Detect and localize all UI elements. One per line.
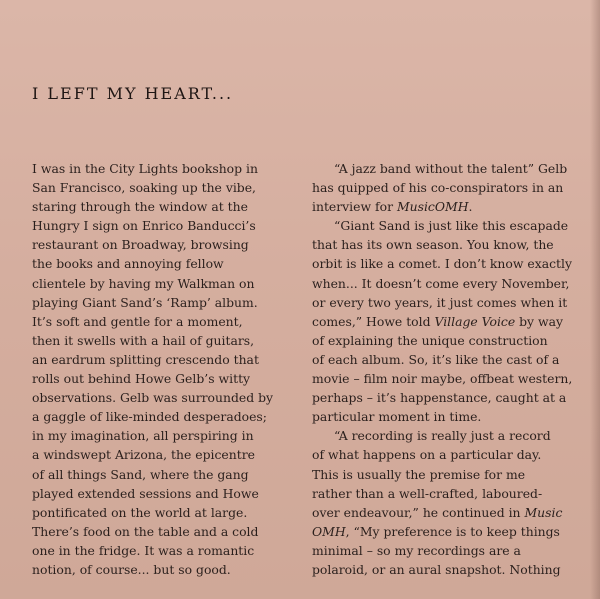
text-run: particular moment in time. xyxy=(312,409,482,425)
text-line: in my imagination, all perspiring in xyxy=(32,428,254,444)
section-heading: I LEFT MY HEART... xyxy=(32,84,234,103)
text-line: It’s soft and gentle for a moment, xyxy=(32,313,243,329)
text-run: interview for xyxy=(312,199,397,215)
text-run: minimal – so my recordings are a xyxy=(312,542,521,558)
italic-text: MusicOMH xyxy=(396,199,469,215)
text-run: “A recording is really just a record xyxy=(334,428,551,444)
text-line: played extended sessions and Howe xyxy=(32,485,259,501)
text-run: , “My preference is to keep things xyxy=(345,523,560,539)
text-line: notion, of course... but so good. xyxy=(32,561,231,577)
text-line xyxy=(312,484,587,503)
text-run: of each album. So, it’s like the cast of a xyxy=(312,351,560,367)
text-run: polaroid, or an aural snapshot. Nothing xyxy=(312,561,561,577)
text-line: playing Giant Sand’s ‘Ramp’ album. xyxy=(32,294,258,310)
text-line: a windswept Arizona, the epicentre xyxy=(32,447,255,463)
right-text-column xyxy=(312,159,587,579)
text-line xyxy=(312,254,587,273)
text-line xyxy=(312,465,587,484)
text-line: then it swells with a hail of guitars, xyxy=(32,332,255,348)
text-line xyxy=(312,350,587,369)
text-line: observations. Gelb was surrounded by xyxy=(32,390,274,406)
text-line xyxy=(312,522,587,541)
text-run: when... It doesn’t come every November, xyxy=(312,275,570,291)
left-text-column xyxy=(32,159,294,579)
text-line xyxy=(312,445,587,464)
text-line xyxy=(312,541,587,560)
text-line: the books and annoying fellow xyxy=(32,256,224,272)
text-run: of what happens on a particular day. xyxy=(312,447,542,463)
text-run: movie – film noir maybe, offbeat western, xyxy=(312,371,573,387)
text-run: over endeavour,” he continued in xyxy=(312,504,525,520)
text-line: Hungry I sign on Enrico Banducci’s xyxy=(32,218,256,234)
text-line: San Francisco, soaking up the vibe, xyxy=(32,180,256,196)
italic-text: OMH xyxy=(312,523,346,539)
italic-text: Music xyxy=(524,504,563,520)
text-line xyxy=(312,216,587,235)
text-line: a gaggle of like-minded desperadoes; xyxy=(32,409,267,425)
text-line xyxy=(312,235,587,254)
text-line xyxy=(312,178,587,197)
text-line xyxy=(312,331,587,350)
text-line xyxy=(312,197,587,216)
text-line: an eardrum splitting crescendo that xyxy=(32,351,259,367)
text-line: There’s food on the table and a cold xyxy=(32,523,259,539)
text-run: rather than a well-crafted, laboured- xyxy=(312,485,543,501)
text-run: or every two years, it just comes when it xyxy=(312,294,568,310)
text-run: of explaining the unique construction xyxy=(312,332,548,348)
text-line xyxy=(312,388,587,407)
text-run: “Giant Sand is just like this escapade xyxy=(334,218,569,234)
text-line: restaurant on Broadway, browsing xyxy=(32,237,249,253)
text-line xyxy=(312,159,587,178)
text-run: perhaps – it’s happenstance, caught at a xyxy=(312,390,567,406)
text-run: . xyxy=(468,199,473,215)
text-line: pontificated on the world at large. xyxy=(32,504,248,520)
text-line xyxy=(312,560,587,579)
text-line: rolls out behind Howe Gelb’s witty xyxy=(32,371,251,387)
text-line xyxy=(312,407,587,426)
text-run: “A jazz band without the talent” Gelb xyxy=(334,161,568,176)
page-edge-shadow xyxy=(590,0,600,599)
text-line xyxy=(312,274,587,293)
text-line: I was in the City Lights bookshop in xyxy=(32,161,258,176)
italic-text: Village Voice xyxy=(434,313,516,329)
text-run: that has its own season. You know, the xyxy=(312,237,554,253)
text-line xyxy=(312,503,587,522)
text-line xyxy=(312,312,587,331)
text-run: by way xyxy=(515,313,563,329)
text-run: This is usually the premise for me xyxy=(312,466,526,482)
text-line: one in the fridge. It was a romantic xyxy=(32,542,255,558)
text-line xyxy=(312,293,587,312)
text-run: has quipped of his co-conspirators in an xyxy=(312,180,564,196)
text-line: clientele by having my Walkman on xyxy=(32,275,255,291)
text-line xyxy=(312,426,587,445)
text-run: orbit is like a comet. I don’t know exactly xyxy=(312,256,572,272)
text-line: staring through the window at the xyxy=(32,199,248,215)
text-run: comes,” Howe told xyxy=(312,313,435,329)
text-line: of all things Sand, where the gang xyxy=(32,466,249,482)
text-line xyxy=(312,369,587,388)
